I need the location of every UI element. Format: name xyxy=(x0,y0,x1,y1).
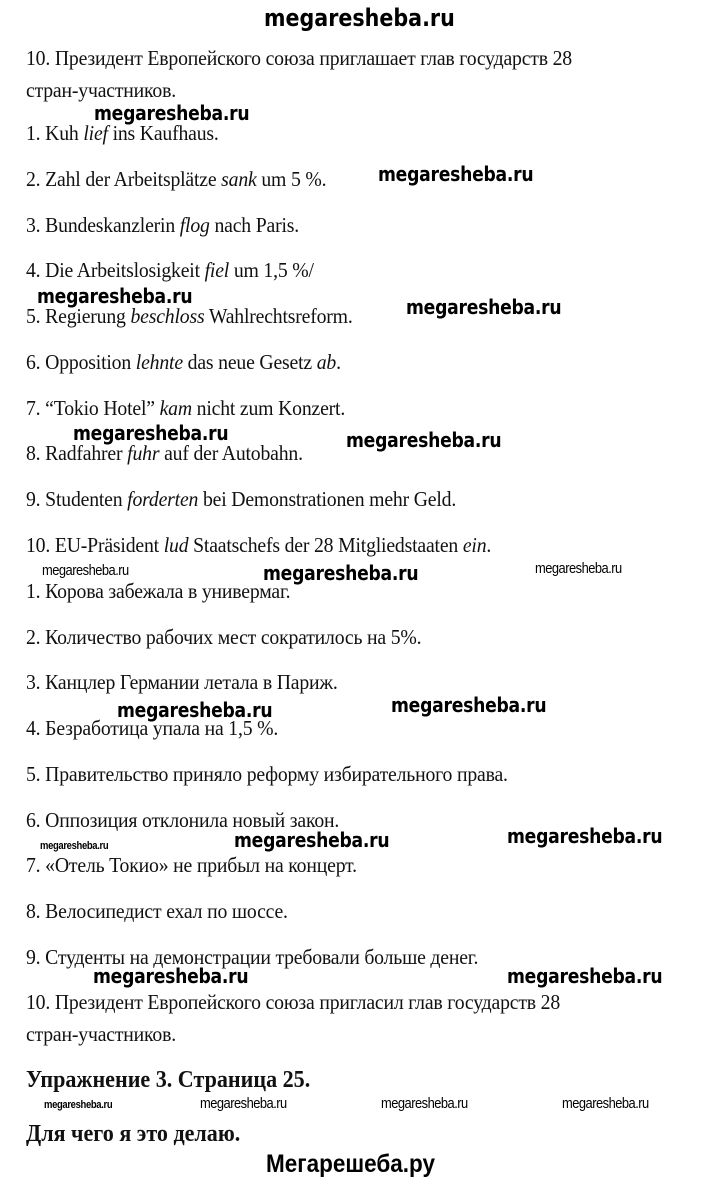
watermark: megaresheba.ru xyxy=(507,824,663,848)
watermark: megaresheba.ru xyxy=(507,964,663,988)
german-sentence-8: 8. Radfahrer fuhr auf der Autobahn. xyxy=(26,441,303,465)
watermark: megaresheba.ru xyxy=(562,1095,649,1112)
german-sentence-10: 10. EU-Präsident lud Staatschefs der 28 Mitgliedstaaten ein. xyxy=(26,533,492,557)
intro-line-1: 10. Президент Европейского союза приглашает глав государств 28 xyxy=(26,46,572,70)
russian-sentence-8: 8. Велосипедист ехал по шоссе. xyxy=(26,899,288,923)
watermark: megaresheba.ru xyxy=(37,284,193,308)
verb-particle: ein xyxy=(462,533,487,557)
watermark: megaresheba.ru xyxy=(535,560,622,577)
german-sentence-9: 9. Studenten forderten bei Demonstrationen mehr Geld. xyxy=(26,487,457,511)
watermark: megaresheba.ru xyxy=(391,693,547,717)
intro-line-2: стран-участников. xyxy=(26,78,177,102)
verb: lehnte xyxy=(135,350,183,374)
russian-sentence-10: 10. Президент Европейского союза пригласил глав государств 28 xyxy=(26,990,561,1014)
watermark: megaresheba.ru xyxy=(381,1095,468,1112)
russian-sentence-5: 5. Правительство приняло реформу избирательного права. xyxy=(26,762,508,786)
german-sentence-2: 2. Zahl der Arbeitsplätze sank um 5 %. xyxy=(26,167,327,191)
russian-sentence-1: 1. Корова забежала в универмаг. xyxy=(26,579,291,603)
verb: kam xyxy=(159,396,192,420)
watermark: megaresheba.ru xyxy=(234,828,390,852)
german-sentence-4: 4. Die Arbeitslosigkeit fiel um 1,5 %/ xyxy=(26,258,314,282)
exercise-title: Упражнение 3. Страница 25. xyxy=(26,1067,311,1093)
verb: fuhr xyxy=(127,441,160,465)
german-sentence-5: 5. Regierung beschloss Wahlrechtsreform. xyxy=(26,304,353,328)
verb: sank xyxy=(221,167,257,191)
verb-particle: ab xyxy=(316,350,337,374)
watermark: megaresheba.ru xyxy=(40,840,109,852)
footer-watermark: Мегарешеба.ру xyxy=(266,1150,436,1178)
watermark: megaresheba.ru xyxy=(117,698,273,722)
watermark: megaresheba.ru xyxy=(346,428,502,452)
russian-sentence-4: 4. Безработица упала на 1,5 %. xyxy=(26,716,279,740)
watermark: megaresheba.ru xyxy=(73,421,229,445)
russian-sentence-6: 6. Оппозиция отклонила новый закон. xyxy=(26,808,340,832)
russian-sentence-2: 2. Количество рабочих мест сократилось на 5%. xyxy=(26,625,422,649)
german-sentence-3: 3. Bundeskanzlerin flog nach Paris. xyxy=(26,213,300,237)
verb: forderten xyxy=(127,487,199,511)
verb: beschloss xyxy=(130,304,205,328)
russian-sentence-10-cont: стран-участников. xyxy=(26,1022,177,1046)
german-sentence-6: 6. Opposition lehnte das neue Gesetz ab. xyxy=(26,350,341,374)
german-sentence-7: 7. “Tokio Hotel” kam nicht zum Konzert. xyxy=(26,396,346,420)
russian-sentence-9: 9. Студенты на демонстрации требовали больше денег. xyxy=(26,945,479,969)
watermark: megaresheba.ru xyxy=(406,295,562,319)
verb: fiel xyxy=(204,258,230,282)
watermark: megaresheba.ru xyxy=(44,1099,113,1111)
watermark: megaresheba.ru xyxy=(93,964,249,988)
verb: lud xyxy=(163,533,189,557)
verb: lief xyxy=(83,121,108,145)
watermark: megaresheba.ru xyxy=(94,101,250,125)
verb: flog xyxy=(179,213,210,237)
russian-sentence-3: 3. Канцлер Германии летала в Париж. xyxy=(26,670,338,694)
header-watermark: megaresheba.ru xyxy=(264,4,455,32)
watermark: megaresheba.ru xyxy=(263,561,419,585)
watermark: megaresheba.ru xyxy=(378,162,534,186)
russian-sentence-7: 7. «Отель Токио» не прибыл на концерт. xyxy=(26,853,357,877)
german-sentence-1: 1. Kuh lief ins Kaufhaus. xyxy=(26,121,219,145)
watermark: megaresheba.ru xyxy=(200,1095,287,1112)
exercise-subtitle: Для чего я это делаю. xyxy=(26,1121,241,1147)
watermark: megaresheba.ru xyxy=(42,562,129,579)
